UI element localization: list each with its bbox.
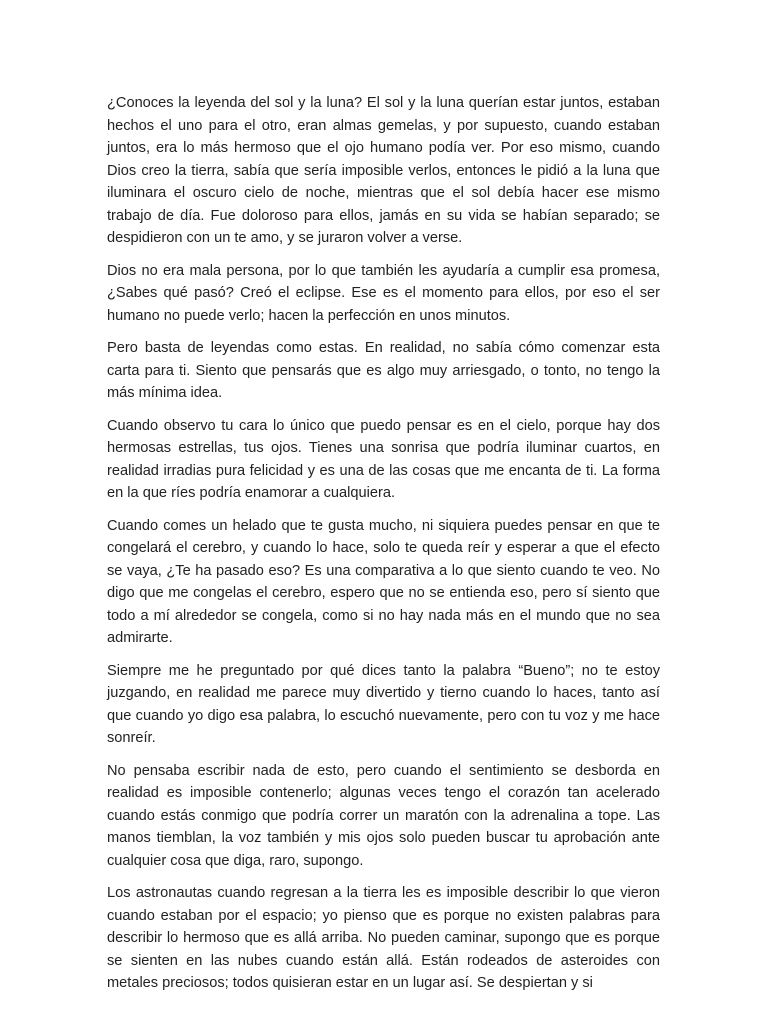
paragraph-1: ¿Conoces la leyenda del sol y la luna? El sol y la luna querían estar juntos, estaban hechos el uno para el otro, eran almas gemelas, y por supuesto, cuando estaban juntos, era lo más hermoso que el ojo humano podía ver. Por eso mismo, cuando Dios creo la tierra, sabía que sería imposible verlos, entonces le pidió a la luna que iluminara el oscuro cielo de noche, mientras que el sol debía hacer ese mismo trabajo de día. Fue doloroso para ellos, jamás en su vida se habían separado; se despidieron con un te amo, y se juraron volver a verse. [107,95,660,246]
paragraph-6: Siempre me he preguntado por qué dices tanto la palabra “Bueno”; no te estoy juzgando, en realidad me parece muy divertido y tierno cuando lo haces, tanto así que cuando yo digo esa palabra, lo escuchó nuevamente, pero con tu voz y me hace sonreír. [107,662,660,746]
paragraph-3: Pero basta de leyendas como estas. En realidad, no sabía cómo comenzar esta carta para ti. Siento que pensarás que es algo muy arriesgado, o tonto, no tengo la más mínima idea. [107,340,660,401]
paragraph-2: Dios no era mala persona, por lo que también les ayudaría a cumplir esa promesa, ¿Sabes qué pasó? Creó el eclipse. Ese es el momento para ellos, por eso el ser humano no puede verlo; hacen la perfección en unos minutos. [107,262,660,324]
paragraph-4: Cuando observo tu cara lo único que puedo pensar es en el cielo, porque hay dos hermosas estrellas, tus ojos. Tienes una sonrisa que podría iluminar cuartos, en realidad irradias pura felicidad y es una de las cosas que me encanta de ti. La forma en la que ríes podría enamorar a cualquiera. [107,417,660,501]
paragraph-5: Cuando comes un helado que te gusta mucho, ni siquiera puedes pensar en que te congelará el cerebro, y cuando lo hace, solo te queda reír y esperar a que el efecto se vaya, ¿Te ha pasado eso? Es una comparativa a lo que siento cuando te veo. No digo que me congelas el cerebro, espero que no se entienda eso, pero sí siento que todo a mí alrededor se congela, como si no hay nada más en el mundo que no sea admirarte. [107,517,660,646]
document-body [107,92,660,1005]
paragraph-8: Los astronautas cuando regresan a la tierra les es imposible describir lo que vieron cuando estaban por el espacio; yo pienso que es porque no existen palabras para describir lo hermoso que es allá arriba. No pueden caminar, supongo que es porque se sienten en las nubes cuando están allá. Están rodeados de asteroides con metales preciosos; todos quisieran estar en un lugar así. Se despiertan y si [107,885,660,991]
paragraph-7: No pensaba escribir nada de esto, pero cuando el sentimiento se desborda en realidad es imposible contenerlo; algunas veces tengo el corazón tan acelerado cuando estás conmigo que podría correr un maratón con la adrenalina a tope. Las manos tiemblan, la voz también y mis ojos solo pueden buscar tu aprobación ante cualquier cosa que diga, raro, supongo. [107,762,660,869]
